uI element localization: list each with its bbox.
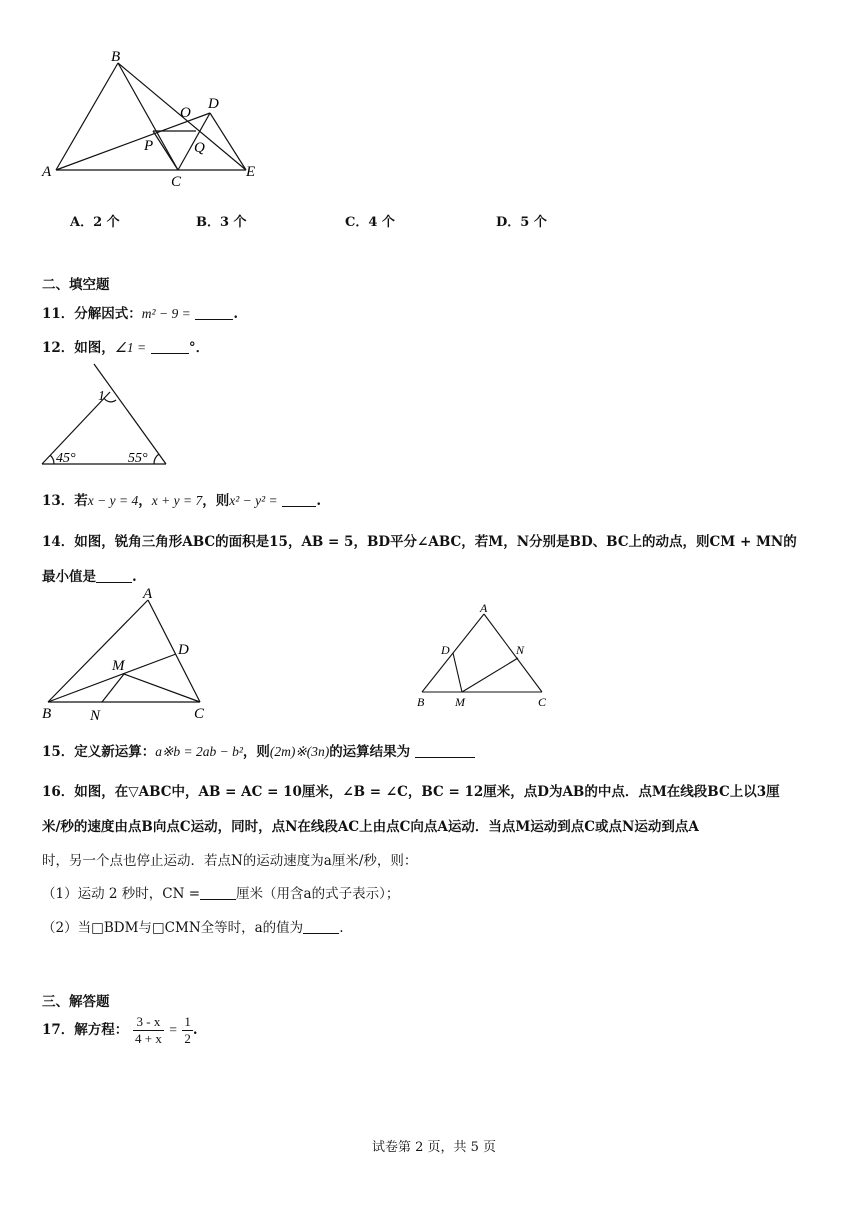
label-M: M [455,695,465,709]
angle-55-label: 55° [128,451,148,466]
question-14-line2: 最小值是 . [42,569,137,585]
answer-blank [200,887,236,900]
answer-blank [415,745,475,758]
question-14-line1: 14．如图，锐角三角形ABC的面积是15，AB = 5，BD平分∠ABC，若M，N分别是BD、BC上的动点，则CM + MN的 [42,534,797,550]
label-C: C [538,695,547,709]
answer-blank [303,921,339,934]
option-b: B．3 个 [196,215,247,230]
figure-q14-right [412,600,557,710]
label-B: B [111,49,121,65]
section-title-fill-in: 二、填空题 [42,277,110,293]
label-B: B [417,695,425,709]
answer-blank [151,341,189,354]
option-a: A．2 个 [70,215,120,230]
label-C: C [194,706,205,722]
label-A: A [143,586,153,602]
label-C: C [171,174,182,190]
angle-45-label: 45° [56,451,76,466]
question-11: 11．分解因式：m² − 9 = . [42,306,239,322]
answer-blank [195,307,233,320]
figure-q14-left [38,586,218,724]
label-D: D [441,643,450,657]
angle-1-label: 1 [98,389,105,404]
question-16-line2: 米/秒的速度由点B向点C运动，同时，点N在线段AC上由点C向点A运动．当点M运动到点C或点N运动到点A [42,819,699,835]
label-D: D [208,96,219,112]
label-N: N [516,643,525,657]
fraction-lhs: $\frac{3 - x}{4 + x}$ [135,1014,162,1046]
label-A: A [42,164,52,180]
option-d: D．5 个 [496,215,547,230]
label-E: E [246,164,256,180]
question-16-sub2: （2）当□BDM与□CMN全等时，a的值为 . [42,920,344,936]
label-B: B [42,706,52,722]
fraction-rhs: $\frac{1}{2}$ [184,1014,191,1046]
label-O: O [180,105,191,121]
label-A: A [480,601,488,615]
page-footer: 试卷第 2 页，共 5 页 [371,1140,497,1155]
answer-blank [96,570,132,583]
question-16-line1: 16．如图，在▽ABC中，AB = AC = 10厘米，∠B = ∠C，BC = 12厘米，点D为AB的中点．点M在线段BC上以3厘 [42,784,780,800]
option-c: C．4 个 [345,215,395,230]
question-16-sub1: （1）运动 2 秒时，CN = 厘米（用含a的式子表示）； [42,886,400,902]
label-M: M [112,658,125,674]
question-13: 13．若x − y = 4，x + y = 7，则x² − y² = . [42,493,322,509]
question-12: 12．如图，∠1 = °． [42,340,210,356]
answer-blank [282,494,316,507]
figure-q12 [38,362,173,470]
question-17: 17．解方程： $\frac{3 - x}{4 + x}$ = $\frac{1}{2}$ . [42,1014,198,1046]
label-Q: Q [194,140,205,156]
label-P: P [144,138,154,154]
label-N: N [90,708,101,724]
figure-q10 [38,45,268,190]
question-16-line3: 时，另一个点也停止运动．若点N的运动速度为a厘米/秒，则： [42,853,418,869]
question-15: 15．定义新运算：a※b = 2ab − b²，则(2m)※(3n)的运算结果为 [42,740,475,760]
section-title-answer: 三、解答题 [42,994,110,1010]
label-D: D [178,642,189,658]
